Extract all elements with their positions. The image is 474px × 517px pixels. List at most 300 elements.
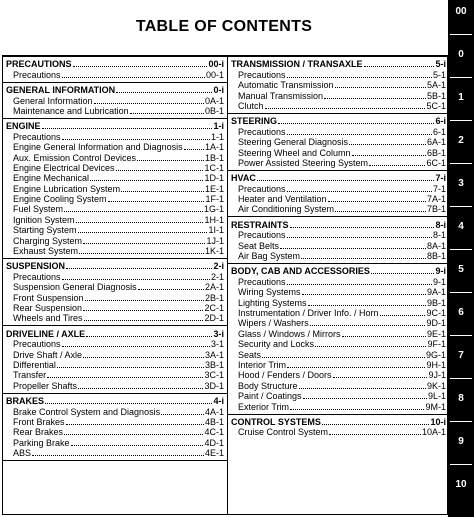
toc-entry[interactable] bbox=[228, 183, 449, 193]
dot-leader bbox=[121, 191, 204, 192]
toc-entry-label: Precautions bbox=[13, 271, 61, 282]
dot-leader bbox=[86, 336, 212, 337]
dot-leader bbox=[287, 367, 425, 368]
section-heading-page-number: 1-i bbox=[213, 121, 224, 132]
toc-entry-label: Starting System bbox=[13, 225, 77, 236]
toc-entry[interactable] bbox=[228, 230, 449, 240]
toc-entry-label: Ignition System bbox=[13, 214, 75, 225]
section-heading[interactable] bbox=[228, 59, 449, 69]
toc-entry[interactable] bbox=[3, 131, 227, 141]
tab-divider bbox=[450, 421, 472, 422]
toc-entry[interactable] bbox=[3, 370, 227, 380]
toc-entry[interactable] bbox=[3, 214, 227, 224]
section-heading[interactable] bbox=[3, 328, 227, 338]
dot-leader bbox=[369, 165, 425, 166]
dot-leader bbox=[62, 279, 210, 280]
section-heading-label: SUSPENSION bbox=[6, 261, 66, 272]
toc-entry[interactable] bbox=[3, 106, 227, 116]
toc-entry-label: Exterior Trim bbox=[238, 401, 290, 412]
toc-entry-label: Precautions bbox=[238, 230, 286, 241]
toc-entry[interactable] bbox=[228, 427, 449, 437]
toc-entry-label: Precautions bbox=[13, 69, 61, 80]
toc-right-column bbox=[228, 57, 449, 439]
section-tab[interactable]: 3 bbox=[458, 178, 464, 189]
toc-entry-label: Engine Cooling System bbox=[13, 194, 107, 205]
toc-entry-page-number: 9G-1 bbox=[425, 349, 446, 360]
tab-divider bbox=[450, 34, 472, 35]
toc-entry[interactable] bbox=[3, 183, 227, 193]
dot-leader bbox=[287, 237, 432, 238]
section-heading-label: HVAC bbox=[231, 173, 256, 184]
toc-entry[interactable] bbox=[3, 313, 227, 323]
toc-entry[interactable] bbox=[228, 101, 449, 111]
dot-leader bbox=[333, 377, 428, 378]
toc-entry[interactable] bbox=[3, 163, 227, 173]
section-heading-label: GENERAL INFORMATION bbox=[6, 85, 116, 96]
dot-leader bbox=[62, 77, 205, 78]
toc-entry-page-number: 7-1 bbox=[432, 183, 446, 194]
toc-entry[interactable] bbox=[3, 360, 227, 370]
dot-leader bbox=[302, 294, 426, 295]
toc-entry[interactable] bbox=[228, 349, 449, 359]
toc-entry-label: Precautions bbox=[238, 276, 286, 287]
dot-leader bbox=[287, 284, 432, 285]
toc-entry-label: Steering Wheel and Column bbox=[238, 147, 351, 158]
toc-entry[interactable] bbox=[3, 339, 227, 349]
dot-leader bbox=[335, 87, 426, 88]
toc-entry[interactable] bbox=[228, 240, 449, 250]
section-heading-page-number: 10-i bbox=[430, 416, 446, 427]
toc-entry-page-number: 9A-1 bbox=[426, 287, 446, 298]
dot-leader bbox=[299, 388, 426, 389]
section-tab[interactable]: 5 bbox=[458, 264, 464, 275]
dot-leader bbox=[116, 92, 212, 93]
toc-entry[interactable] bbox=[228, 276, 449, 286]
toc-entry-label: Glass / Windows / Mirrors bbox=[238, 328, 341, 339]
toc-entry-label: Propeller Shafts bbox=[13, 380, 78, 391]
toc-entry-page-number: 4B-1 bbox=[204, 416, 224, 427]
toc-entry[interactable] bbox=[228, 391, 449, 401]
dot-leader bbox=[108, 201, 205, 202]
tab-divider bbox=[450, 77, 472, 78]
section-tab[interactable]: 6 bbox=[458, 307, 464, 318]
dot-leader bbox=[352, 155, 426, 156]
section-heading-label: ENGINE bbox=[6, 121, 41, 132]
section-heading[interactable] bbox=[228, 173, 449, 183]
dot-leader bbox=[64, 211, 203, 212]
dot-leader bbox=[310, 325, 426, 326]
toc-entry-label: Clutch bbox=[238, 100, 264, 111]
section-heading-page-number: 9-i bbox=[435, 266, 446, 277]
toc-entry-label: Steering General Diagnosis bbox=[238, 137, 349, 148]
dot-leader bbox=[301, 258, 426, 259]
dot-leader bbox=[85, 300, 204, 301]
toc-entry[interactable] bbox=[3, 303, 227, 313]
toc-entry-label: Seat Belts bbox=[238, 240, 280, 251]
toc-section bbox=[3, 259, 227, 326]
tab-divider bbox=[450, 249, 472, 250]
toc-entry[interactable] bbox=[3, 173, 227, 183]
toc-entry-label: Power Assisted Steering System bbox=[238, 157, 369, 168]
dot-leader bbox=[184, 149, 204, 150]
dot-leader bbox=[303, 398, 427, 399]
toc-entry-label: Maintenance and Lubrication bbox=[13, 105, 129, 116]
toc-entry-page-number: 6-1 bbox=[432, 126, 446, 137]
tab-divider bbox=[450, 464, 472, 465]
toc-entry[interactable] bbox=[228, 328, 449, 338]
section-tab[interactable]: 9 bbox=[458, 436, 464, 447]
toc-entry-page-number: 3-1 bbox=[210, 339, 224, 350]
dot-leader bbox=[322, 424, 430, 425]
toc-entry-page-number: 1H-1 bbox=[204, 214, 224, 225]
toc-entry[interactable] bbox=[3, 152, 227, 162]
toc-section bbox=[228, 171, 449, 218]
section-heading[interactable] bbox=[3, 261, 227, 271]
toc-entry-label: Front Brakes bbox=[13, 416, 65, 427]
section-tab[interactable]: 4 bbox=[458, 221, 464, 232]
toc-entry-label: Air Conditioning System bbox=[238, 204, 335, 215]
toc-section bbox=[3, 83, 227, 119]
toc-entry-page-number: 1A-1 bbox=[204, 142, 224, 153]
section-heading-label: STEERING bbox=[231, 116, 278, 127]
toc-entry-page-number: 5B-1 bbox=[426, 90, 446, 101]
dot-leader bbox=[116, 170, 204, 171]
dot-leader bbox=[287, 134, 432, 135]
toc-section bbox=[3, 57, 227, 83]
toc-entry-page-number: 9M-1 bbox=[425, 401, 446, 412]
toc-section bbox=[228, 114, 449, 171]
toc-entry-page-number: 4A-1 bbox=[204, 406, 224, 417]
toc-entry-page-number: 7B-1 bbox=[426, 204, 446, 215]
toc-entry-label: Engine General Information and Diagnosis bbox=[13, 142, 183, 153]
toc-entry[interactable] bbox=[228, 360, 449, 370]
toc-entry-page-number: 5A-1 bbox=[426, 80, 446, 91]
toc-entry[interactable] bbox=[3, 69, 227, 79]
section-heading-page-number: 8-i bbox=[435, 219, 446, 230]
toc-entry[interactable] bbox=[3, 225, 227, 235]
toc-entry-label: Interior Trim bbox=[238, 359, 287, 370]
toc-entry-page-number: 3B-1 bbox=[204, 359, 224, 370]
dot-leader bbox=[71, 445, 204, 446]
section-heading-label: BRAKES bbox=[6, 396, 45, 407]
dot-leader bbox=[42, 128, 213, 129]
toc-entry-page-number: 2-1 bbox=[210, 271, 224, 282]
toc-entry-page-number: 10A-1 bbox=[421, 427, 446, 438]
toc-entry[interactable] bbox=[228, 287, 449, 297]
toc-entry-label: Precautions bbox=[238, 126, 286, 137]
toc-entry-label: ABS bbox=[13, 448, 32, 459]
toc-entry[interactable] bbox=[3, 246, 227, 256]
toc-entry-page-number: 3A-1 bbox=[204, 349, 224, 360]
toc-entry-page-number: 0B-1 bbox=[204, 105, 224, 116]
section-heading[interactable] bbox=[3, 59, 227, 69]
toc-entry[interactable] bbox=[3, 427, 227, 437]
toc-entry-label: General Information bbox=[13, 95, 93, 106]
dot-leader bbox=[265, 108, 426, 109]
toc-left-column bbox=[3, 57, 227, 461]
dot-leader bbox=[290, 409, 424, 410]
toc-entry-label: Rear Suspension bbox=[13, 302, 83, 313]
toc-entry[interactable] bbox=[228, 204, 449, 214]
toc-entry-page-number: 5C-1 bbox=[426, 100, 446, 111]
page-title: TABLE OF CONTENTS bbox=[135, 18, 313, 35]
section-heading-label: TRANSMISSION / TRANSAXLE bbox=[231, 59, 363, 70]
toc-entry-label: Lighting Systems bbox=[238, 297, 307, 308]
toc-entry-page-number: 9K-1 bbox=[426, 380, 446, 391]
dot-leader bbox=[90, 180, 203, 181]
toc-entry-label: Differential bbox=[13, 359, 56, 370]
toc-entry[interactable] bbox=[228, 339, 449, 349]
section-tab[interactable]: 00 bbox=[455, 6, 467, 17]
dot-leader bbox=[262, 357, 425, 358]
toc-entry[interactable] bbox=[3, 282, 227, 292]
toc-entry-page-number: 1D-1 bbox=[204, 173, 224, 184]
dot-leader bbox=[66, 268, 212, 269]
dot-leader bbox=[76, 222, 204, 223]
toc-entry[interactable] bbox=[3, 142, 227, 152]
dot-leader bbox=[324, 98, 426, 99]
dot-leader bbox=[380, 315, 426, 316]
toc-entry-label: Rear Brakes bbox=[13, 427, 64, 438]
dot-leader bbox=[364, 66, 435, 67]
toc-entry[interactable] bbox=[228, 251, 449, 261]
section-tab-strip bbox=[448, 0, 474, 517]
toc-entry[interactable] bbox=[228, 147, 449, 157]
section-heading-page-number: 4-i bbox=[213, 396, 224, 407]
toc-entry-label: Precautions bbox=[13, 339, 61, 350]
section-tab[interactable]: 7 bbox=[458, 350, 464, 361]
dot-leader bbox=[308, 305, 426, 306]
toc-entry-label: Exhaust System bbox=[13, 246, 79, 257]
toc-entry-page-number: 4E-1 bbox=[204, 448, 224, 459]
dot-leader bbox=[62, 346, 210, 347]
toc-entry[interactable] bbox=[228, 308, 449, 318]
toc-entry-page-number: 1E-1 bbox=[204, 183, 224, 194]
toc-section bbox=[228, 264, 449, 414]
section-heading-label: DRIVELINE / AXLE bbox=[6, 328, 86, 339]
toc-entry-page-number: 9D-1 bbox=[426, 318, 446, 329]
toc-entry-page-number: 1F-1 bbox=[205, 194, 224, 205]
dot-leader bbox=[287, 191, 432, 192]
dot-leader bbox=[130, 113, 204, 114]
section-heading-page-number: 0-i bbox=[213, 85, 224, 96]
toc-entry-page-number: 9C-1 bbox=[426, 307, 446, 318]
section-heading-page-number: 00-i bbox=[208, 59, 224, 70]
toc-entry[interactable] bbox=[228, 69, 449, 79]
toc-entry-label: Engine Lubrication System bbox=[13, 183, 121, 194]
section-tab[interactable]: 2 bbox=[458, 135, 464, 146]
toc-entry-label: Air Bag System bbox=[238, 251, 301, 262]
tab-divider bbox=[450, 378, 472, 379]
toc-entry-page-number: 1C-1 bbox=[204, 162, 224, 173]
section-tab[interactable]: 10 bbox=[455, 479, 467, 490]
toc-entry-label: Wiring Systems bbox=[238, 287, 301, 298]
toc-frame bbox=[2, 55, 448, 515]
toc-entry-page-number: 1G-1 bbox=[203, 204, 224, 215]
dot-leader bbox=[73, 66, 208, 67]
toc-entry-page-number: 3C-1 bbox=[204, 370, 224, 381]
section-heading-page-number: 5-i bbox=[435, 59, 446, 70]
dot-leader bbox=[335, 211, 426, 212]
dot-leader bbox=[280, 248, 426, 249]
toc-entry-label: Aux. Emission Control Devices bbox=[13, 152, 137, 163]
toc-entry-label: Body Structure bbox=[238, 380, 298, 391]
toc-entry-page-number: 9B-1 bbox=[426, 297, 446, 308]
toc-entry-label: Precautions bbox=[238, 183, 286, 194]
toc-entry-page-number: 00-1 bbox=[205, 69, 224, 80]
toc-entry-label: Seats bbox=[238, 349, 262, 360]
section-tab[interactable]: 1 bbox=[458, 92, 464, 103]
toc-entry-label: Precautions bbox=[238, 69, 286, 80]
toc-entry-page-number: 9H-1 bbox=[426, 359, 446, 370]
section-heading[interactable] bbox=[228, 219, 449, 229]
section-heading[interactable] bbox=[3, 85, 227, 95]
dot-leader bbox=[78, 232, 208, 233]
toc-entry[interactable] bbox=[228, 80, 449, 90]
toc-entry-label: Charging System bbox=[13, 235, 83, 246]
toc-entry[interactable] bbox=[3, 204, 227, 214]
dot-leader bbox=[83, 357, 204, 358]
toc-entry-label: Front Suspension bbox=[13, 292, 84, 303]
toc-entry[interactable] bbox=[228, 297, 449, 307]
toc-entry-label: Wipers / Washers bbox=[238, 318, 309, 329]
dot-leader bbox=[287, 77, 432, 78]
toc-entry-page-number: 9L-1 bbox=[427, 391, 446, 402]
toc-entry[interactable] bbox=[228, 401, 449, 411]
tab-divider bbox=[450, 120, 472, 121]
section-heading-page-number: 2-i bbox=[213, 261, 224, 272]
toc-entry-page-number: 1-1 bbox=[210, 131, 224, 142]
toc-entry-label: Engine Mechanical bbox=[13, 173, 90, 184]
dot-leader bbox=[137, 160, 204, 161]
section-heading[interactable] bbox=[228, 266, 449, 276]
toc-entry[interactable] bbox=[3, 380, 227, 390]
toc-entry[interactable] bbox=[228, 194, 449, 204]
toc-entry-page-number: 1K-1 bbox=[204, 246, 224, 257]
toc-entry[interactable] bbox=[228, 370, 449, 380]
toc-entry[interactable] bbox=[228, 158, 449, 168]
tab-divider bbox=[450, 335, 472, 336]
toc-entry-label: Paint / Coatings bbox=[238, 391, 302, 402]
dot-leader bbox=[57, 367, 204, 368]
dot-leader bbox=[45, 403, 212, 404]
toc-entry-label: Precautions bbox=[13, 131, 61, 142]
toc-entry-label: Automatic Transmission bbox=[238, 80, 334, 91]
toc-entry-label: Hood / Fenders / Doors bbox=[238, 370, 332, 381]
section-heading-label: RESTRAINTS bbox=[231, 219, 289, 230]
dot-leader bbox=[94, 103, 204, 104]
toc-entry-page-number: 8-1 bbox=[432, 230, 446, 241]
toc-entry[interactable] bbox=[3, 271, 227, 281]
tab-divider bbox=[450, 292, 472, 293]
toc-entry[interactable] bbox=[3, 417, 227, 427]
dot-leader bbox=[257, 180, 435, 181]
toc-entry-page-number: 6B-1 bbox=[426, 147, 446, 158]
toc-entry-page-number: 6A-1 bbox=[426, 137, 446, 148]
toc-entry-page-number: 1B-1 bbox=[204, 152, 224, 163]
toc-entry[interactable] bbox=[228, 318, 449, 328]
toc-entry-label: Fuel System bbox=[13, 204, 64, 215]
toc-entry-label: Parking Brake bbox=[13, 437, 70, 448]
section-heading[interactable] bbox=[228, 417, 449, 427]
toc-entry[interactable] bbox=[3, 95, 227, 105]
dot-leader bbox=[83, 243, 205, 244]
toc-entry-page-number: 5-1 bbox=[432, 69, 446, 80]
toc-entry-page-number: 8B-1 bbox=[426, 251, 446, 262]
dot-leader bbox=[79, 253, 204, 254]
toc-entry-page-number: 8A-1 bbox=[426, 240, 446, 251]
toc-entry-label: Manual Transmission bbox=[238, 90, 324, 101]
toc-entry-label: Wheels and Tires bbox=[13, 313, 83, 324]
dot-leader bbox=[62, 139, 210, 140]
dot-leader bbox=[161, 414, 204, 415]
section-heading-page-number: 6-i bbox=[435, 116, 446, 127]
toc-entry-page-number: 2D-1 bbox=[204, 313, 224, 324]
toc-entry[interactable] bbox=[3, 437, 227, 447]
toc-section bbox=[228, 415, 449, 440]
section-tab[interactable]: 0 bbox=[458, 49, 464, 60]
toc-section bbox=[228, 57, 449, 114]
section-heading[interactable] bbox=[228, 116, 449, 126]
toc-entry[interactable] bbox=[228, 137, 449, 147]
toc-entry-page-number: 1J-1 bbox=[206, 235, 224, 246]
toc-entry[interactable] bbox=[228, 126, 449, 136]
section-heading-label: BODY, CAB AND ACCESSORIES bbox=[231, 266, 370, 277]
toc-section bbox=[3, 326, 227, 393]
toc-entry[interactable] bbox=[3, 292, 227, 302]
dot-leader bbox=[47, 377, 203, 378]
toc-entry-label: Security and Locks bbox=[238, 339, 315, 350]
dot-leader bbox=[342, 336, 426, 337]
toc-entry-page-number: 2B-1 bbox=[204, 292, 224, 303]
toc-entry-page-number: 9E-1 bbox=[426, 328, 446, 339]
toc-entry-page-number: 7A-1 bbox=[426, 194, 446, 205]
dot-leader bbox=[78, 388, 203, 389]
toc-entry[interactable] bbox=[3, 406, 227, 416]
toc-entry-page-number: 6C-1 bbox=[426, 157, 446, 168]
toc-entry-page-number: 1I-1 bbox=[208, 225, 224, 236]
toc-entry-page-number: 2A-1 bbox=[204, 282, 224, 293]
dot-leader bbox=[349, 144, 426, 145]
dot-leader bbox=[290, 227, 435, 228]
toc-entry-label: Drive Shaft / Axle bbox=[13, 349, 83, 360]
toc-entry-page-number: 4C-1 bbox=[204, 427, 224, 438]
toc-entry[interactable] bbox=[228, 90, 449, 100]
section-heading[interactable] bbox=[3, 396, 227, 406]
section-tab[interactable]: 8 bbox=[458, 393, 464, 404]
toc-entry-label: Heater and Ventilation bbox=[238, 194, 327, 205]
toc-entry[interactable] bbox=[3, 194, 227, 204]
toc-section bbox=[3, 394, 227, 461]
toc-entry-page-number: 3D-1 bbox=[204, 380, 224, 391]
tab-divider bbox=[450, 206, 472, 207]
toc-entry[interactable] bbox=[228, 380, 449, 390]
dot-leader bbox=[64, 434, 203, 435]
dot-leader bbox=[315, 346, 426, 347]
section-heading[interactable] bbox=[3, 121, 227, 131]
section-heading-page-number: 3-i bbox=[213, 328, 224, 339]
toc-entry-label: Transfer bbox=[13, 370, 47, 381]
dot-leader bbox=[329, 434, 421, 435]
section-heading-label: CONTROL SYSTEMS bbox=[231, 416, 321, 427]
toc-entry-label: Instrumentation / Driver Info. / Horn bbox=[238, 307, 379, 318]
toc-entry-page-number: 0A-1 bbox=[204, 95, 224, 106]
toc-entry[interactable] bbox=[3, 349, 227, 359]
toc-entry[interactable] bbox=[3, 448, 227, 458]
toc-entry-label: Cruise Control System bbox=[238, 427, 329, 438]
section-heading-page-number: 7-i bbox=[435, 173, 446, 184]
toc-entry[interactable] bbox=[3, 235, 227, 245]
